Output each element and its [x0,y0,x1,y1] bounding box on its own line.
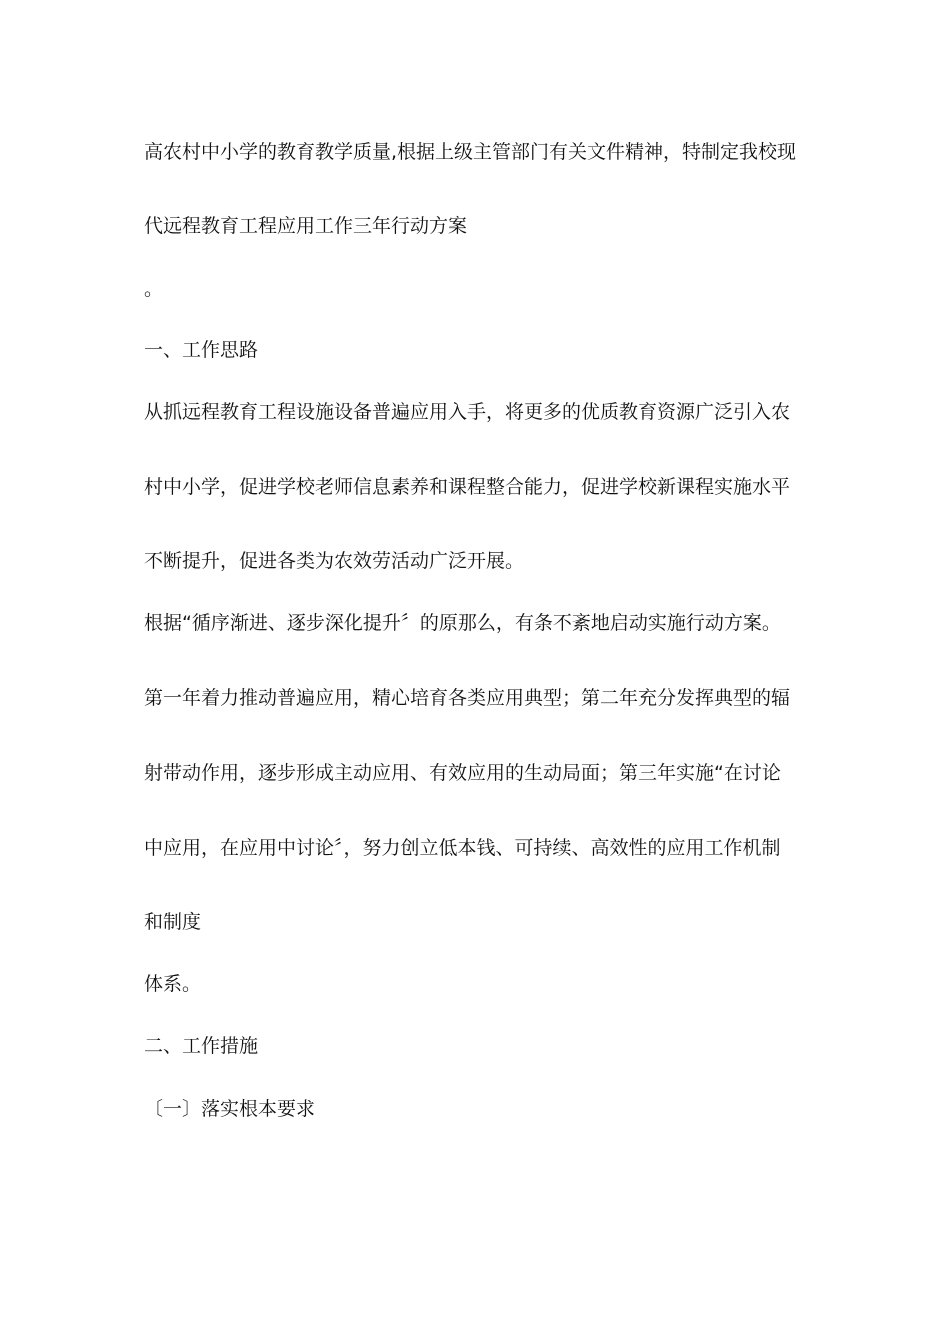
paragraph-line: 不断提升，促进各类为农效劳活动广泛开展。 [144,550,525,572]
subsection-heading: 〔一〕落实根本要求 [144,1098,316,1120]
paragraph-line: 射带动作用，逐步形成主动应用、有效应用的生动局面；第三年实施“在讨论 [144,762,781,784]
section-heading: 二、工作措施 [144,1035,259,1057]
section-heading: 一、工作思路 [144,339,259,361]
paragraph-line: 高农村中小学的教育教学质量,根据上级主管部门有关文件精神，特制定我校现 [144,141,797,163]
paragraph-line: 根据“循序渐进、逐步深化提升〞的原那么，有条不紊地启动实施行动方案。 [144,612,781,634]
paragraph-line: 村中小学，促进学校老师信息素养和课程整合能力，促进学校新课程实施水平 [144,476,791,498]
paragraph-line: 体系。 [144,973,202,995]
paragraph-line: 。 [144,278,164,300]
paragraph-line: 代远程教育工程应用工作三年行动方案 [144,215,468,237]
paragraph-line: 从抓远程教育工程设施设备普遍应用入手，将更多的优质教育资源广泛引入农 [144,401,791,423]
paragraph-line: 中应用，在应用中讨论〞，努力创立低本钱、可持续、高效性的应用工作机制 [144,837,781,859]
paragraph-line: 和制度 [144,911,202,933]
paragraph-line: 第一年着力推动普遍应用，精心培育各类应用典型；第二年充分发挥典型的辐 [144,687,791,709]
